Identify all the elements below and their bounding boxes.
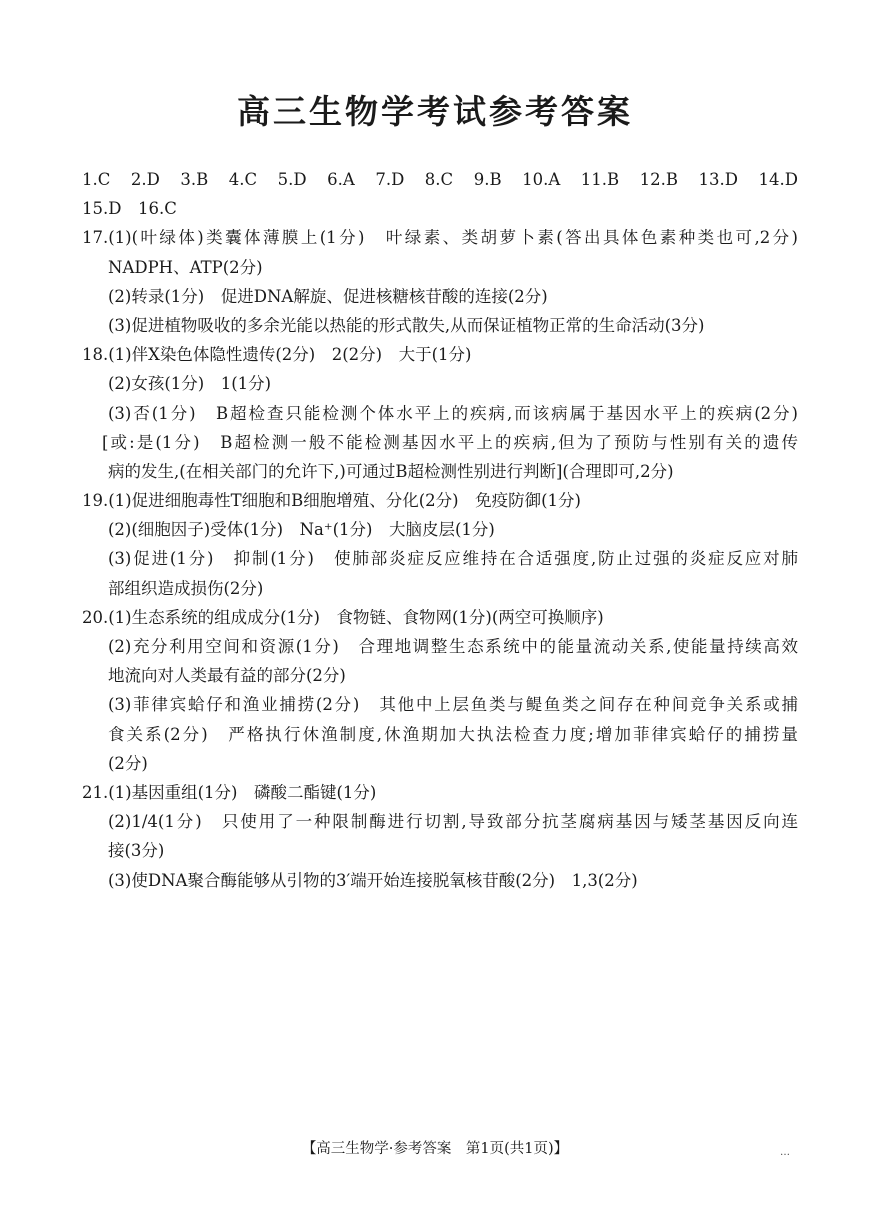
corner-mark: … (780, 1147, 791, 1158)
answer-line: 食关系(2分) 严格执行休渔制度,休渔期加大执法检查力度;增加菲律宾蛤仔的捕捞量 (108, 724, 798, 744)
answer-line: 病的发生,(在相关部门的允许下,)可通过B超检测性别进行判断](合理即可,2分) (108, 461, 674, 481)
answer-line: 21.(1)基因重组(1分) 磷酸二酯键(1分) (82, 782, 377, 802)
answer-line: (2)充分利用空间和资源(1分) 合理地调整生态系统中的能量流动关系,使能量持续高效 (108, 637, 798, 656)
answer-line: 地流向对人类最有益的部分(2分) (108, 666, 346, 686)
answer-line: 接(3分) (108, 841, 165, 861)
answer-line: 17.(1)(叶绿体)类囊体薄膜上(1分) 叶绿素、类胡萝卜素(答出具体色素种类也可,2分) (82, 228, 798, 248)
answer-line: 19.(1)促进细胞毒性T细胞和B细胞增殖、分化(2分) 免疫防御(1分) (82, 491, 581, 511)
answer-line: 1.C 2.D 3.B 4.C 5.D 6.A 7.D 8.C 9.B 10.A 11.B 12.B 13.D 14.D (82, 170, 798, 189)
answer-line: (3)促进植物吸收的多余光能以热能的形式散失,从而保证植物正常的生命活动(3分) (108, 315, 705, 335)
answer-line: 18.(1)伴X染色体隐性遗传(2分) 2(2分) 大于(1分) (82, 345, 472, 365)
answer-line: 部组织造成损伤(2分) (108, 578, 264, 598)
answer-line: 20.(1)生态系统的组成成分(1分) 食物链、食物网(1分)(两空可换顺序) (82, 607, 604, 627)
answer-line: NADPH、ATP(2分) (108, 257, 263, 277)
page-title: 高三生物学考试参考答案 (237, 92, 633, 131)
answer-line: (3)菲律宾蛤仔和渔业捕捞(2分) 其他中上层鱼类与鳀鱼类之间存在种间竞争关系或捕 (108, 695, 798, 715)
answer-line: [或:是(1分) B超检测一般不能检测基因水平上的疾病,但为了预防与性别有关的遗传 (102, 432, 798, 452)
answer-line: (2)(细胞因子)受体(1分) Na⁺(1分) 大脑皮层(1分) (108, 520, 495, 540)
answer-line: (2)转录(1分) 促进DNA解旋、促进核糖核苷酸的连接(2分) (108, 286, 548, 306)
answer-line: (3)否(1分) B超检查只能检测个体水平上的疾病,而该病属于基因水平上的疾病(2分) (108, 403, 798, 423)
answer-line: (3)使DNA聚合酶能够从引物的3′端开始连接脱氧核苷酸(2分) 1,3(2分) (108, 870, 638, 890)
answer-line: (3)促进(1分) 抑制(1分) 使肺部炎症反应维持在合适强度,防止过强的炎症反应对肺 (108, 549, 798, 569)
answer-body (82, 165, 798, 895)
answer-line: 15.D 16.C (82, 199, 177, 219)
answer-line: (2)女孩(1分) 1(1分) (108, 374, 272, 394)
answer-line: (2分) (108, 753, 148, 773)
page-footer: 【高三生物学·参考答案 第1页(共1页)】 (301, 1141, 569, 1157)
answer-line: (2)1/4(1分) 只使用了一种限制酶进行切割,导致部分抗茎腐病基因与矮茎基因反向连 (108, 812, 798, 832)
